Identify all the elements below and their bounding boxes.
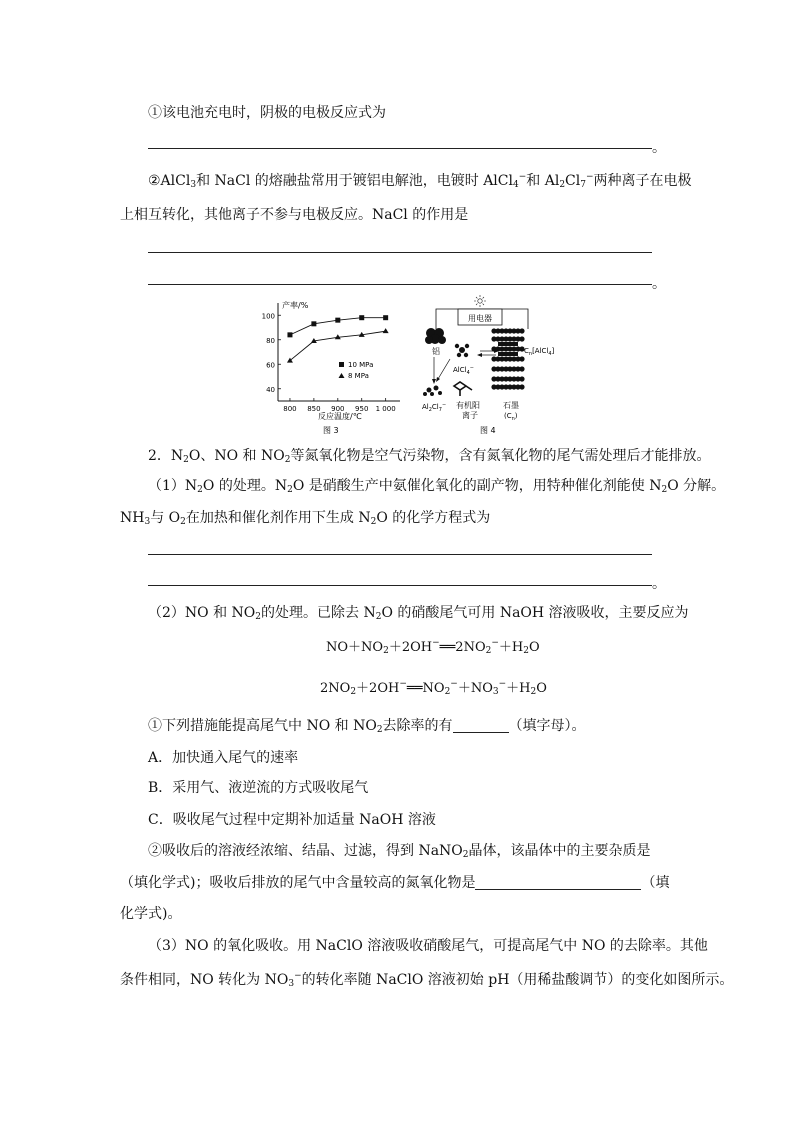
data-point-square bbox=[383, 315, 388, 320]
y-axis-label: 产率/% bbox=[282, 301, 309, 310]
graphite-atom bbox=[519, 336, 524, 341]
data-point-square bbox=[287, 332, 292, 337]
answer-line bbox=[148, 148, 652, 149]
option-c: C．吸收尾气过程中定期补加适量 NaOH 溶液 bbox=[148, 812, 436, 828]
q2-s2-line1: （2）NO 和 $NO_2$的处理。已除去 $N_2O$ 的硝酸尾气可用 NaOH 溶液吸收，主要反应为 bbox=[148, 605, 689, 622]
graphite-atom bbox=[519, 328, 524, 333]
data-point-square bbox=[311, 321, 316, 326]
data-point-square bbox=[359, 315, 364, 320]
intercalation-compound-label: $C_n[AlCl_4]$ bbox=[524, 347, 555, 357]
al2cl7-label: $Al_2Cl_7^-$ bbox=[422, 402, 447, 413]
fill-blank[interactable] bbox=[475, 875, 641, 890]
x-tick-label: 850 bbox=[307, 405, 321, 413]
graphite-electrode bbox=[491, 328, 524, 389]
legend bbox=[339, 361, 374, 380]
period-mark: 。 bbox=[652, 140, 666, 156]
x-tick-label: 900 bbox=[331, 405, 345, 413]
aluminum-label: 铝 bbox=[432, 347, 440, 356]
q1-item1: ①该电池充电时，阴极的电极反应式为 bbox=[148, 105, 386, 121]
fill-blank[interactable] bbox=[453, 718, 509, 733]
al2cl7-ion-icon bbox=[423, 386, 442, 397]
alcl4-ion-icon bbox=[455, 344, 469, 357]
alcl4-label: AlCl$_4$− bbox=[453, 365, 474, 376]
q2-item2-line1: ②吸收后的溶液经浓缩、结晶、过滤，得到 NaNO$_2$晶体，该晶体中的主要杂质是 bbox=[148, 843, 651, 860]
q2-item2-line3: 化学式)。 bbox=[120, 906, 182, 922]
graphite-atom bbox=[519, 356, 524, 361]
figure-3-chart bbox=[260, 295, 410, 435]
q2-intro: 2．$N_2O$、NO 和 $NO_2$等氮氧化物是空气污染物，含有氮氧化物的尾气需处理后才能排放。 bbox=[148, 448, 711, 465]
q1-item2-line1: ②AlCl$_3$和 NaCl 的熔融盐常用于镀铝电解池，电镀时 AlCl$_4$−和 $Al_2Cl_7^-$两种离子在电极 bbox=[148, 172, 692, 190]
option-b: B．采用气、液逆流的方式吸收尾气 bbox=[148, 780, 369, 796]
legend-square-marker bbox=[339, 362, 344, 367]
answer-line bbox=[148, 585, 652, 586]
figure-4-diagram bbox=[420, 293, 560, 435]
period-mark: 。 bbox=[652, 276, 666, 292]
figure-4-caption: 图 4 bbox=[480, 426, 496, 435]
graphite-formula: $(C_n)$ bbox=[504, 412, 518, 422]
x-tick-label: 950 bbox=[355, 405, 369, 413]
organic-cation-icon bbox=[454, 382, 472, 396]
equation-1: $NO+NO_2+2OH^-══2NO_2^-+H_2O$ bbox=[326, 638, 540, 656]
q2-s1-line1: $(1)N_2O$ 的处理。$N_2O$ 是硝酸生产中氨催化氧化的副产物，用特种催化剂能使 $N_2O$ 分解。 bbox=[148, 478, 726, 495]
graphite-atom bbox=[519, 366, 524, 371]
q2-s3-line2: 条件相同，NO 转化为 $NO_3^-$的转化率随 NaClO 溶液初始 pH（用稀盐酸调节）的变化如图所示。 bbox=[120, 971, 734, 989]
intercalated-anion bbox=[498, 342, 518, 346]
intercalated-anion bbox=[498, 352, 518, 356]
figure-3-caption: 图 3 bbox=[323, 426, 339, 435]
q1-item2-line2: 上相互转化，其他离子不参与电极反应。NaCl 的作用是 bbox=[120, 207, 469, 223]
x-axis-label: 反应温度/℃ bbox=[318, 412, 362, 421]
x-tick-label: 800 bbox=[283, 405, 297, 413]
data-point-square bbox=[335, 318, 340, 323]
legend-label-8mpa: 8 MPa bbox=[348, 372, 369, 380]
data-point-triangle bbox=[383, 328, 389, 333]
answer-line bbox=[148, 252, 652, 253]
y-tick-label: 100 bbox=[261, 312, 275, 321]
graphite-atom bbox=[519, 376, 524, 381]
device-label: 用电器 bbox=[468, 314, 492, 323]
q2-item1: ①下列措施能提高尾气中 NO 和 $NO_2$去除率的有 （填字母）。 bbox=[148, 718, 586, 735]
graphite-atom bbox=[519, 384, 524, 389]
q2-s3-line1: （3）NO 的氧化吸收。用 NaClO 溶液吸收硝酸尾气，可提高尾气中 NO 的去除率。其他 bbox=[148, 938, 708, 954]
organic-cation-label-1: 有机阳 bbox=[456, 401, 480, 410]
legend-label-10mpa: 10 MPa bbox=[348, 361, 374, 369]
legend-triangle-marker bbox=[339, 373, 345, 378]
answer-line bbox=[148, 284, 652, 285]
sun-icon bbox=[474, 295, 486, 307]
equation-2: $2NO_2+2OH^-══NO_2^-+NO_3^-+H_2O$ bbox=[320, 679, 547, 697]
y-tick-label: 60 bbox=[266, 361, 275, 370]
aluminum-electrode bbox=[425, 328, 446, 344]
y-tick-label: 40 bbox=[266, 385, 275, 394]
answer-line bbox=[148, 554, 652, 555]
q2-item2-line2: （填化学式)；吸收后排放的尾气中含量较高的氮氧化物是 （填 bbox=[120, 875, 670, 891]
x-tick-label: 1 000 bbox=[375, 405, 396, 413]
option-a: A．加快通入尾气的速率 bbox=[148, 750, 299, 766]
period-mark: 。 bbox=[652, 576, 666, 592]
organic-cation-label-2: 离子 bbox=[462, 411, 478, 420]
graphite-label: 石墨 bbox=[503, 401, 519, 410]
q2-s1-line2: $NH_3$与 $O_2$在加热和催化剂作用下生成 $N_2O$ 的化学方程式为 bbox=[120, 510, 491, 527]
y-tick-label: 80 bbox=[266, 336, 275, 345]
